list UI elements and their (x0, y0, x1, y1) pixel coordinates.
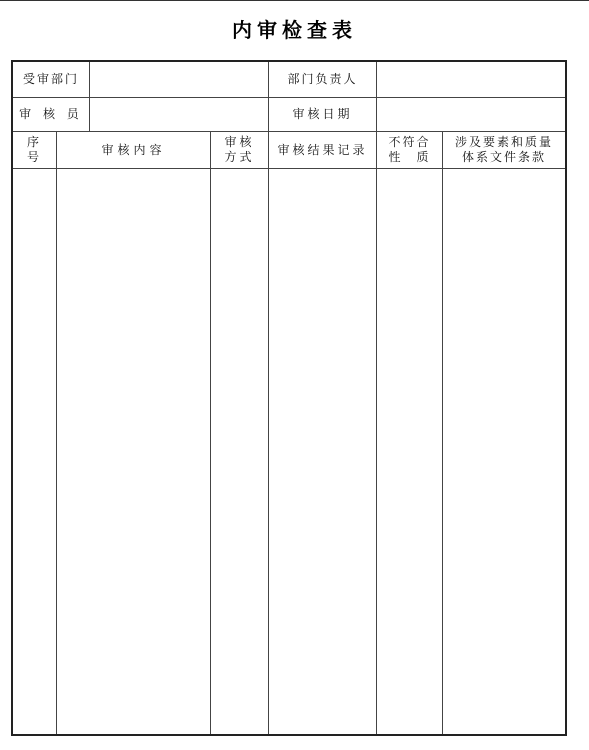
col-header-content: 审核内容 (101, 142, 166, 157)
nonconform-column-body[interactable] (377, 169, 442, 734)
department-field[interactable] (90, 62, 268, 97)
col-header-nonconform-line2: 性 质 (388, 150, 431, 164)
col-header-method-line2: 方式 (224, 150, 255, 164)
col-header-clause-line2: 体系文件条款 (461, 150, 546, 164)
col-header-method (211, 132, 268, 168)
dept-head-label: 部门负责人 (287, 72, 358, 86)
col-header-clause (443, 132, 565, 168)
col-header-nonconform-line1: 不符合 (388, 135, 431, 149)
method-column-body[interactable] (211, 169, 268, 734)
dept-head-field[interactable] (377, 62, 565, 97)
audit-date-label: 审核日期 (292, 107, 353, 121)
col-header-seq-line2: 号 (26, 150, 42, 164)
col-header-nonconform (377, 132, 442, 168)
seq-column-body[interactable] (13, 169, 56, 734)
top-border-rule (0, 0, 589, 1)
col-header-seq (13, 132, 56, 168)
col-header-clause-line1: 涉及要素和质量 (454, 135, 553, 149)
audit-date-field[interactable] (377, 98, 565, 131)
col-header-seq-line1: 序 (26, 135, 42, 149)
col-header-result: 审核结果记录 (277, 142, 368, 157)
auditor-field[interactable] (90, 98, 268, 131)
col-header-method-line1: 审核 (224, 135, 255, 149)
department-label: 受审部门 (22, 72, 79, 86)
clause-column-body[interactable] (443, 169, 565, 734)
auditor-label: 审 核 员 (19, 107, 83, 121)
audit-checklist-table (11, 60, 567, 736)
content-column-body[interactable] (57, 169, 210, 734)
result-column-body[interactable] (269, 169, 376, 734)
form-title: 内审检查表 (232, 18, 357, 42)
